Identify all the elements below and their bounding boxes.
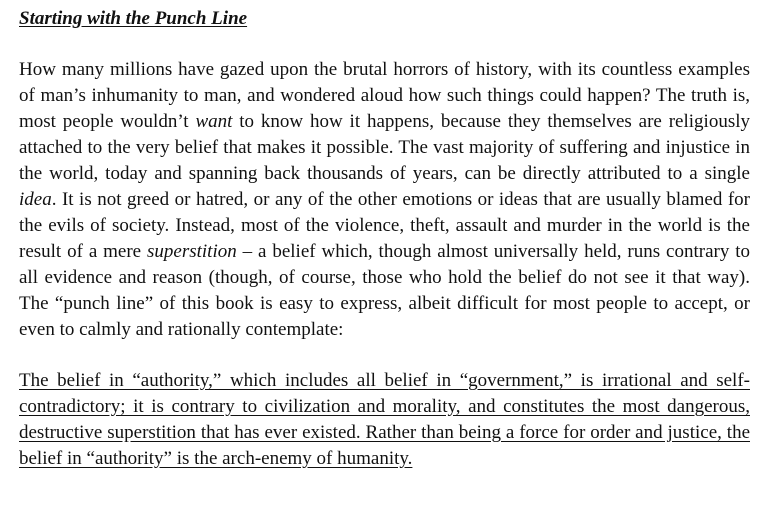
emphasis-want: want <box>195 111 233 132</box>
body-text-2: to know how it happens, because they themselves are religiously attached to the very belief that makes it possible. The vast majority of suffering and injustice in the world, today and spanning back thousands of years, can be directly attributed to a single <box>19 111 750 184</box>
thesis-statement: The belief in “authority,” which includes all belief in “government,” is irrational and self-contradictory; it is contrary to civilization and morality, and constitutes the most dangerous, destructive superstition that has ever existed. Rather than being a force for order and justice, the belief in “authority” is the arch-enemy of humanity. <box>19 370 750 469</box>
emphasis-idea: idea <box>19 189 52 210</box>
body-paragraph <box>19 57 750 343</box>
body-text-4: – a belief which, though almost universally held, runs contrary to all evidence and reason (though, of course, those who hold the belief do not see it that way). The “punch line” of this book is easy to express, albeit difficult for most people to accept, or even to calmly and rationally contemplate: <box>19 241 750 340</box>
section-heading: Starting with the Punch Line <box>19 8 248 29</box>
emphasis-superstition: superstition <box>147 241 237 262</box>
body-text-3: . It is not greed or hatred, or any of the other emotions or ideas that are usually blamed for the evils of society. Instead, most of the violence, theft, assault and murder in the world is the result of a mere <box>19 189 750 262</box>
body-text-1: How many millions have gazed upon the brutal horrors of history, with its countless examples of man’s inhumanity to man, and wondered aloud how such things could happen? The truth is, most people wouldn’t <box>19 59 750 132</box>
